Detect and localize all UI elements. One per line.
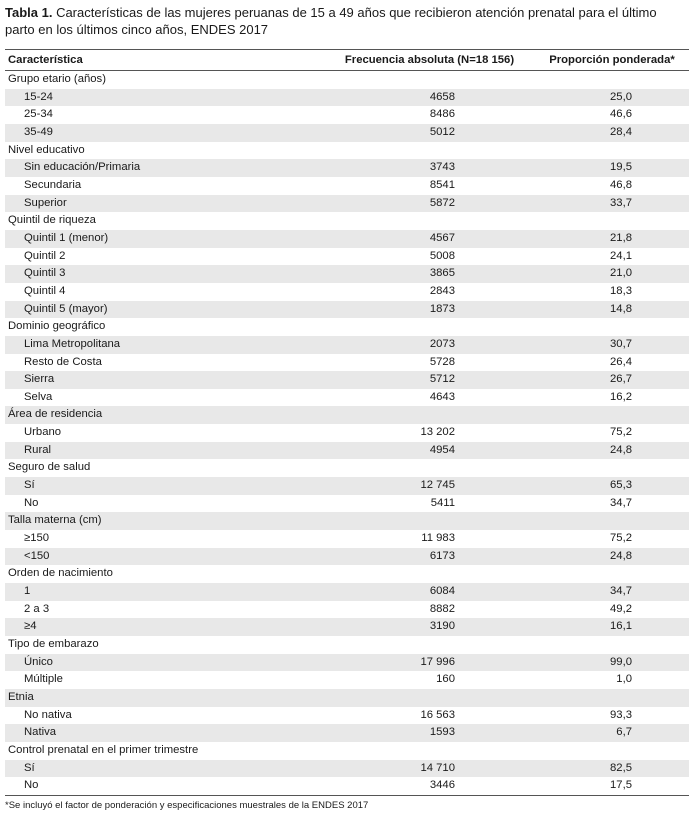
table-row [5, 777, 689, 795]
table-row [5, 530, 689, 548]
frequency-value: 4954 [429, 443, 455, 456]
frequency-cell [324, 565, 535, 583]
proportion-cell [535, 265, 689, 283]
frequency-cell [324, 760, 535, 778]
frequency-cell [324, 142, 535, 160]
proportion-value: 21,0 [610, 267, 632, 280]
group-label: Control prenatal en el primer trimestre [8, 743, 199, 756]
group-label: Etnia [5, 689, 324, 707]
frequency-value: 5728 [429, 355, 455, 368]
frequency-value: 5712 [429, 373, 455, 386]
proportion-value: 46,8 [610, 178, 632, 191]
frequency-cell [324, 248, 535, 266]
frequency-cell [324, 212, 535, 230]
proportion-cell [535, 159, 689, 177]
proportion-cell [535, 459, 689, 477]
proportion-cell [535, 318, 689, 336]
table-row [5, 177, 689, 195]
frequency-value: 8541 [429, 178, 455, 191]
proportion-value: 49,2 [610, 602, 632, 615]
group-label: Área de residencia [5, 406, 324, 424]
row-label: 15-24 [5, 89, 324, 107]
table-row [5, 495, 689, 513]
proportion-cell [535, 230, 689, 248]
table-row [5, 336, 689, 354]
row-label: Quintil 4 [24, 284, 66, 297]
row-label: No [5, 777, 324, 795]
proportion-cell [535, 177, 689, 195]
proportion-cell [535, 89, 689, 107]
header-characteristic: Característica [5, 50, 324, 71]
proportion-cell [535, 777, 689, 795]
row-label: Sí [5, 760, 324, 778]
frequency-cell [324, 777, 535, 795]
frequency-cell [324, 371, 535, 389]
row-label: Rural [5, 442, 324, 460]
table-row [5, 424, 689, 442]
row-label: Secundaria [24, 178, 82, 191]
row-label: ≥4 [5, 618, 324, 636]
table-row [5, 265, 689, 283]
row-label: 35-49 [5, 124, 324, 142]
proportion-cell [535, 142, 689, 160]
proportion-value: 75,2 [610, 532, 632, 545]
frequency-cell [324, 654, 535, 672]
proportion-cell [535, 689, 689, 707]
table-row [5, 389, 689, 407]
row-label: Sin educación/Primaria [5, 159, 324, 177]
proportion-value: 93,3 [610, 708, 632, 721]
frequency-value: 4567 [429, 231, 455, 244]
proportion-cell [535, 618, 689, 636]
frequency-cell [324, 406, 535, 424]
proportion-cell [535, 707, 689, 725]
row-label: No nativa [24, 708, 72, 721]
table-caption-text: Características de las mujeres peruanas de 15 a 49 años que recibieron atención prenatal para el último parto en los últimos cinco años, ENDES 2017 [5, 5, 657, 37]
row-label: ≥150 [24, 532, 50, 545]
footnote: *Se incluyó el factor de ponderación y especificaciones muestrales de la ENDES 2017 [5, 800, 369, 811]
header-weighted-proportion: Proporción ponderada* [535, 50, 689, 71]
table-group-row [5, 689, 689, 707]
proportion-value: 24,1 [610, 249, 632, 262]
table-caption [5, 4, 689, 38]
row-label: Urbano [24, 426, 62, 439]
frequency-cell [324, 424, 535, 442]
proportion-value: 30,7 [610, 337, 632, 350]
proportion-cell [535, 212, 689, 230]
proportion-cell [535, 512, 689, 530]
frequency-cell [324, 301, 535, 319]
frequency-cell [324, 583, 535, 601]
frequency-cell [324, 495, 535, 513]
proportion-value: 25,0 [610, 90, 632, 103]
row-label: Único [5, 654, 324, 672]
frequency-cell [324, 177, 535, 195]
frequency-value: 1873 [429, 302, 455, 315]
proportion-value: 26,7 [610, 373, 632, 386]
frequency-value: 8486 [429, 108, 455, 121]
proportion-value: 14,8 [610, 302, 632, 315]
table-group-row [5, 71, 689, 89]
table-body [5, 71, 689, 796]
proportion-cell [535, 406, 689, 424]
proportion-value: 26,4 [610, 355, 632, 368]
proportion-cell [535, 283, 689, 301]
table-group-row [5, 565, 689, 583]
proportion-value: 75,2 [610, 426, 632, 439]
frequency-cell [324, 724, 535, 742]
proportion-cell [535, 195, 689, 213]
frequency-value: 3446 [429, 779, 455, 792]
proportion-value: 16,1 [610, 620, 632, 633]
frequency-cell [324, 89, 535, 107]
frequency-cell [324, 318, 535, 336]
table-group-row [5, 512, 689, 530]
frequency-cell [324, 124, 535, 142]
row-label: Resto de Costa [24, 355, 102, 368]
proportion-value: 21,8 [610, 231, 632, 244]
frequency-cell [324, 283, 535, 301]
frequency-value: 4658 [429, 90, 455, 103]
proportion-cell [535, 601, 689, 619]
proportion-cell [535, 301, 689, 319]
frequency-value: 5872 [429, 196, 455, 209]
frequency-cell [324, 389, 535, 407]
table-row [5, 230, 689, 248]
proportion-value: 1,0 [616, 673, 632, 686]
row-label: No [24, 496, 39, 509]
proportion-value: 34,7 [610, 496, 632, 509]
proportion-value: 82,5 [610, 761, 632, 774]
proportion-value: 17,5 [610, 779, 632, 792]
proportion-cell [535, 742, 689, 760]
proportion-value: 46,6 [610, 108, 632, 121]
row-label: Quintil 1 (menor) [5, 230, 324, 248]
proportion-cell [535, 654, 689, 672]
group-label: Orden de nacimiento [8, 567, 113, 580]
proportion-value: 24,8 [610, 443, 632, 456]
frequency-value: 2843 [429, 284, 455, 297]
frequency-cell [324, 265, 535, 283]
row-label: Quintil 3 [5, 265, 324, 283]
row-label: Superior [5, 195, 324, 213]
frequency-value: 3865 [429, 267, 455, 280]
proportion-value: 28,4 [610, 125, 632, 138]
row-label: Quintil 5 (mayor) [5, 301, 324, 319]
table-row [5, 283, 689, 301]
frequency-value: 1593 [429, 726, 455, 739]
frequency-cell [324, 512, 535, 530]
proportion-cell [535, 495, 689, 513]
proportion-cell [535, 389, 689, 407]
group-label: Talla materna (cm) [5, 512, 324, 530]
frequency-value: 8882 [429, 602, 455, 615]
group-label: Dominio geográfico [8, 320, 106, 333]
row-label: Sí [5, 477, 324, 495]
table-row [5, 583, 689, 601]
proportion-cell [535, 724, 689, 742]
table-caption-label: Tabla 1. [5, 5, 53, 20]
proportion-cell [535, 583, 689, 601]
frequency-value: 17 996 [420, 655, 455, 668]
frequency-cell [324, 671, 535, 689]
table-row [5, 760, 689, 778]
table-row [5, 371, 689, 389]
table-group-row [5, 212, 689, 230]
frequency-value: 5008 [429, 249, 455, 262]
table-row [5, 106, 689, 124]
group-label: Quintil de riqueza [8, 214, 96, 227]
row-label: 25-34 [24, 108, 53, 121]
frequency-cell [324, 636, 535, 654]
proportion-cell [535, 548, 689, 566]
table-group-row [5, 636, 689, 654]
table-group-row [5, 459, 689, 477]
proportion-cell [535, 477, 689, 495]
proportion-cell [535, 530, 689, 548]
frequency-cell [324, 477, 535, 495]
frequency-value: 6084 [429, 585, 455, 598]
row-label: <150 [5, 548, 324, 566]
proportion-cell [535, 124, 689, 142]
frequency-value: 11 983 [421, 532, 455, 545]
table-row [5, 442, 689, 460]
proportion-value: 24,8 [610, 549, 632, 562]
table-row [5, 548, 689, 566]
frequency-cell [324, 442, 535, 460]
proportion-cell [535, 565, 689, 583]
frequency-value: 16 563 [420, 708, 455, 721]
row-label: Lima Metropolitana [5, 336, 324, 354]
table-row [5, 195, 689, 213]
table-row [5, 301, 689, 319]
table-row [5, 707, 689, 725]
table-group-row [5, 142, 689, 160]
row-label: 2 a 3 [24, 602, 50, 615]
table-row [5, 654, 689, 672]
table-row [5, 89, 689, 107]
frequency-value: 14 710 [420, 761, 455, 774]
proportion-cell [535, 71, 689, 89]
proportion-value: 18,3 [610, 284, 632, 297]
frequency-cell [324, 689, 535, 707]
proportion-cell [535, 671, 689, 689]
row-label: Múltiple [24, 673, 63, 686]
proportion-cell [535, 354, 689, 372]
frequency-cell [324, 742, 535, 760]
table-row [5, 354, 689, 372]
frequency-cell [324, 336, 535, 354]
frequency-cell [324, 230, 535, 248]
group-label: Grupo etario (años) [8, 73, 106, 85]
frequency-value: 3190 [429, 620, 455, 633]
frequency-value: 13 202 [420, 426, 455, 439]
proportion-value: 19,5 [610, 161, 632, 174]
frequency-cell [324, 195, 535, 213]
proportion-cell [535, 336, 689, 354]
frequency-cell [324, 548, 535, 566]
frequency-value: 6173 [429, 549, 455, 562]
table-header-row [5, 50, 689, 71]
table-row [5, 124, 689, 142]
frequency-cell [324, 601, 535, 619]
frequency-value: 2073 [429, 337, 455, 350]
frequency-value: 4643 [429, 390, 455, 403]
table-row [5, 671, 689, 689]
table-group-row [5, 318, 689, 336]
group-label: Tipo de embarazo [8, 638, 99, 650]
table-row [5, 618, 689, 636]
table-row [5, 724, 689, 742]
frequency-value: 5411 [430, 496, 455, 509]
row-label: Quintil 2 [24, 249, 66, 262]
table-row [5, 248, 689, 266]
proportion-cell [535, 760, 689, 778]
frequency-cell [324, 618, 535, 636]
proportion-cell [535, 106, 689, 124]
frequency-value: 3743 [429, 161, 455, 174]
row-label: 1 [5, 583, 324, 601]
table-group-row [5, 742, 689, 760]
row-label: Nativa [5, 724, 324, 742]
proportion-value: 34,7 [610, 585, 632, 598]
frequency-cell [324, 354, 535, 372]
proportion-cell [535, 424, 689, 442]
frequency-value: 5012 [429, 125, 455, 138]
row-label: Selva [24, 390, 53, 403]
frequency-cell [324, 459, 535, 477]
table-row [5, 601, 689, 619]
frequency-cell [324, 71, 535, 89]
proportion-cell [535, 371, 689, 389]
proportion-cell [535, 636, 689, 654]
table-row [5, 159, 689, 177]
header-absolute-frequency: Frecuencia absoluta (N=18 156) [324, 50, 535, 71]
frequency-cell [324, 707, 535, 725]
group-label: Nivel educativo [8, 143, 85, 156]
frequency-cell [324, 530, 535, 548]
proportion-value: 16,2 [610, 390, 632, 403]
proportion-value: 65,3 [610, 479, 632, 492]
characteristics-table [5, 49, 689, 796]
row-label: Sierra [5, 371, 324, 389]
proportion-cell [535, 248, 689, 266]
frequency-value: 12 745 [420, 479, 455, 492]
proportion-value: 33,7 [610, 196, 632, 209]
table-group-row [5, 406, 689, 424]
frequency-cell [324, 106, 535, 124]
table-row [5, 477, 689, 495]
frequency-cell [324, 159, 535, 177]
group-label: Seguro de salud [8, 461, 91, 474]
proportion-value: 6,7 [616, 726, 632, 739]
frequency-value: 160 [436, 673, 455, 686]
proportion-value: 99,0 [610, 655, 632, 668]
proportion-cell [535, 442, 689, 460]
